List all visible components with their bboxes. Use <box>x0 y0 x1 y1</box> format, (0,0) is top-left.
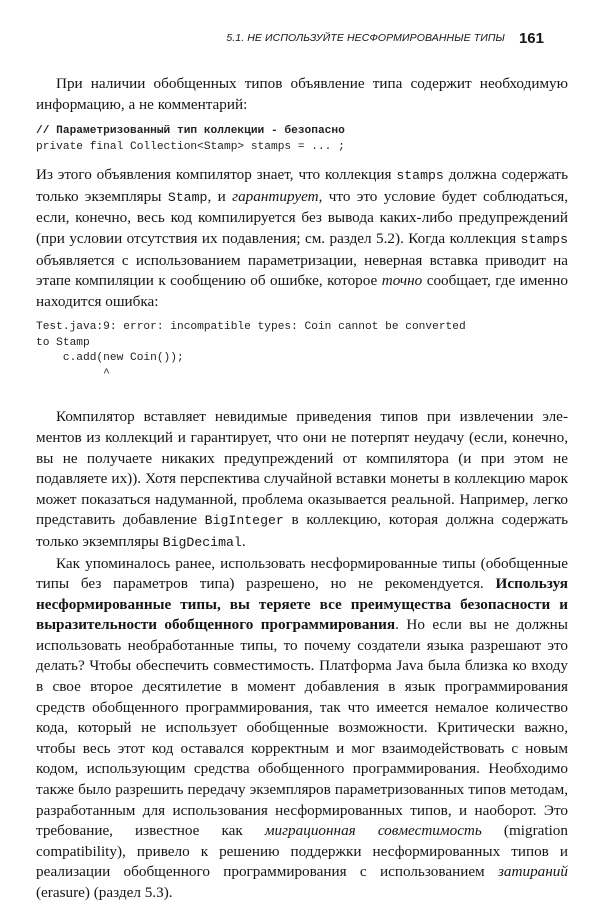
code-line: to Stamp <box>36 336 90 349</box>
inline-code: stamps <box>396 168 444 184</box>
emphasis: гарантирует <box>232 187 319 205</box>
emphasis: затираний <box>498 863 568 881</box>
running-title: 5.1. НЕ ИСПОЛЬЗУЙТЕ НЕСФОРМИРОВАННЫЕ ТИПЫ <box>226 32 505 44</box>
page-number: 161 <box>518 30 544 47</box>
paragraph-raw-types: Как упоминалось ранее, использовать несформированные типы (обобщенные типы без параметров типа) разрешено, но не рекомендуется. Используя несформированные типы, вы теряете все преимущества безопасности и выразительности обобщенного программирования. Но если вы не должны использовать необработанные типы, то почему создатели языка разрешают это делать? Чтобы обеспечить совместимость. Платформа Java была близка ко входу в свое второе десятилетие в момент добавления в язык программирования средств обобщенного программирования, так что имеется немалое количество кода, который не использует обобщенные возможности. Критически важно, чтобы весь этот код оставался корректным и мог взаимодействовать с новым кодом, использующим средства обобщенного программирования. Необходимо также было разрешить передачу экземпляров параметризованных типов методам, разработанным для использования несформированных типов, и наоборот. Это требование, известное как миграционная совместимость (migration compatibility), привело к решению поддержки несформированных типов и реализации обобщенного программирования с использованием затираний (erasure) (раздел 5.3). <box>36 554 568 901</box>
paragraph-casts: Компилятор вставляет невидимые приведения типов при извлечении элементов из коллекций и гарантирует, что они не потерпят неудачу (если, конечно, вы не получаете никаких предупреждений от компилятора (и при этом не подавляете их)). Хотя перспектива случайной вставки монеты в коллекцию марок может показаться надуманной, проблема оказывается реальной. Например, легко представить добавление BigInteger в коллекцию, которая должна содержать только экземпляры BigDecimal. <box>36 408 569 550</box>
inline-code: Stamp <box>167 189 208 205</box>
code-block-error <box>36 320 568 382</box>
code-line: c.add(new Coin()); <box>36 352 184 365</box>
code-line: Test.java:9: error: incompatible types: Coin cannot be converted <box>36 321 466 334</box>
paragraph-compiler-knows: Из этого объявления компилятор знает, что коллекция stamps должна содержать только экземпляры Stamp, и гарантирует, что это условие будет соблюдаться, если, конечно, весь код компилируется без вывода каких-либо предупреждений (при условии отсутствия их подавления; см. раздел 5.2). Когда коллекция stamps объявляется с использованием параметризации, неверная вставка приводит на этапе компиляции к сообщению об ошибке, которое точно сообщает, где именно находится ошибка: <box>36 166 568 310</box>
code-line: ^ <box>36 367 110 380</box>
page-header <box>36 30 544 48</box>
bold-statement: Используя несформированные типы, вы теряете все преимущества безопасности и выразительности обобщенного программирования <box>36 575 568 634</box>
emphasis: миграционная совместимость <box>264 822 482 840</box>
page-body <box>36 74 568 904</box>
paragraph-intro: При наличии обобщенных типов объявление типа содержит необходимую информацию, а не комментарий: <box>36 75 568 113</box>
inline-code: BigDecimal <box>162 534 242 550</box>
code-comment: // Параметризованный тип коллекции - безопасно <box>36 125 345 138</box>
inline-code: stamps <box>520 231 568 247</box>
code-line: private final Collection<Stamp> stamps = ... ; <box>36 140 345 153</box>
code-block-declaration <box>36 124 568 155</box>
emphasis: точно <box>381 272 423 290</box>
inline-code: BigInteger <box>204 513 284 529</box>
